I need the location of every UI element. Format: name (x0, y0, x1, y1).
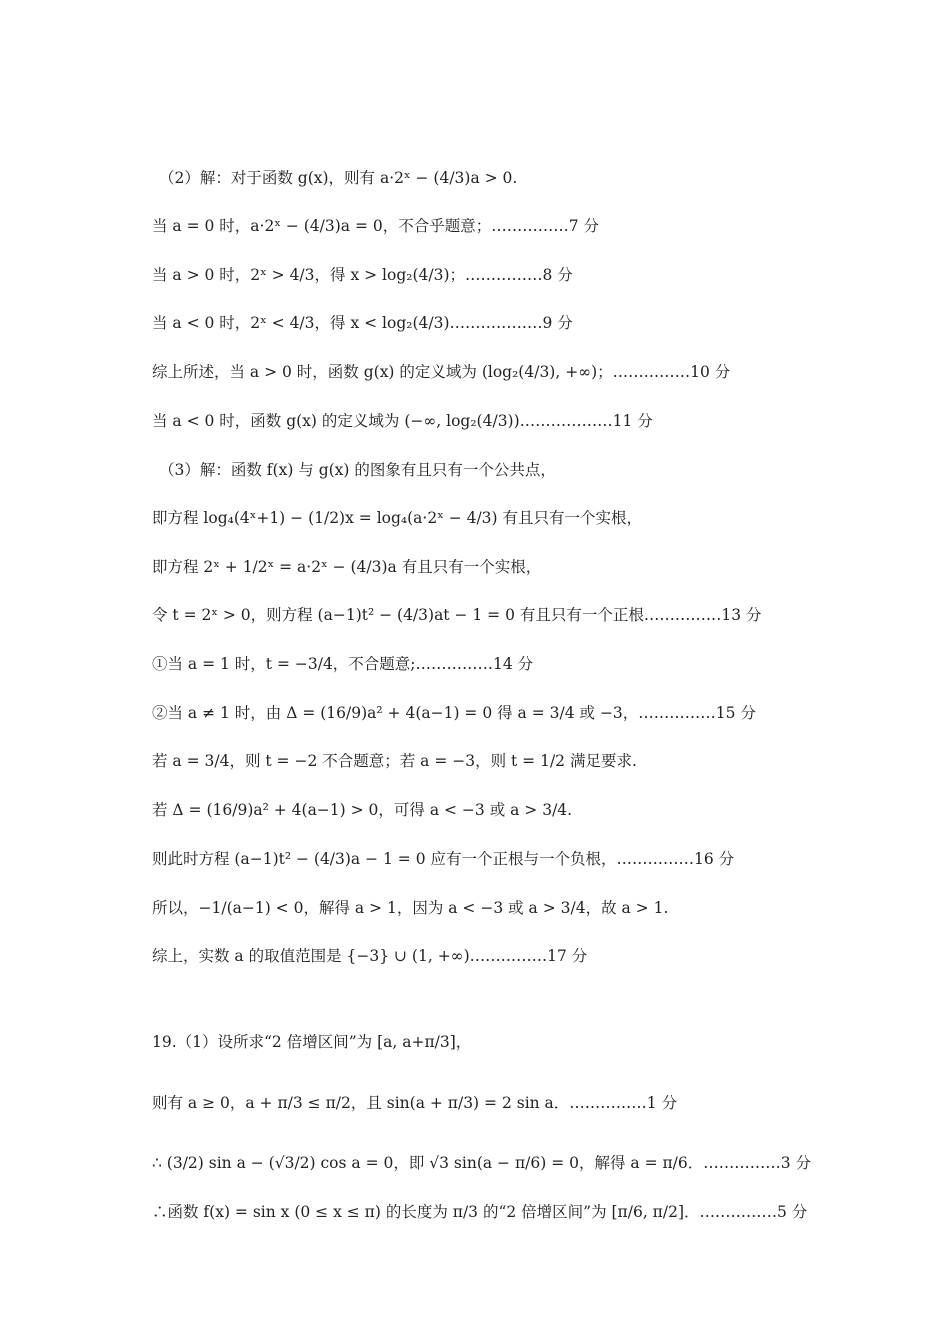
part3-delta-positive: 若 Δ = (16/9)a² + 4(a−1) > 0，可得 a < −3 或 a > 3/4. (152, 801, 573, 819)
part3-case-1: ①当 a = 1 时，t = −3/4，不合题意;……………14 分 (152, 655, 534, 673)
part2-case-a-negative: 当 a < 0 时，2ˣ < 4/3，得 x < log₂(4/3)………………9 分 (152, 314, 573, 332)
part2-case-a-zero: 当 a = 0 时，a·2ˣ − (4/3)a = 0，不合乎题意；……………7 分 (152, 217, 600, 235)
part3-intro: （3）解：函数 f(x) 与 g(x) 的图象有且只有一个公共点， (159, 461, 556, 479)
part3-substitution: 令 t = 2ˣ > 0，则方程 (a−1)t² − (4/3)at − 1 = 0 有且只有一个正根……………13 分 (152, 606, 762, 624)
q19-solve: ∴ (3/2) sin a − (√3/2) cos a = 0，即 √3 sin(a − π/6) = 0，解得 a = π/6．……………3 分 (152, 1154, 812, 1172)
q19-conclusion: ∴函数 f(x) = sin x (0 ≤ x ≤ π) 的长度为 π/3 的“2 倍增区间”为 [π/6, π/2]．……………5 分 (152, 1203, 808, 1221)
part3-sign-roots: 则此时方程 (a−1)t² − (4/3)a − 1 = 0 应有一个正根与一个负根，……………16 分 (152, 850, 735, 868)
part3-conclusion: 综上，实数 a 的取值范围是 {−3} ∪ (1, +∞)……………17 分 (152, 947, 588, 965)
part2-intro: （2）解：对于函数 g(x)，则有 a·2ˣ − (4/3)a > 0. (159, 169, 518, 187)
q19-conditions: 则有 a ≥ 0，a + π/3 ≤ π/2，且 sin(a + π/3) = 2 sin a．……………1 分 (152, 1094, 678, 1112)
part3-check-roots: 若 a = 3/4，则 t = −2 不合题意；若 a = −3，则 t = 1/2 满足要求. (152, 752, 637, 770)
part3-exp-equation: 即方程 2ˣ + 1/2ˣ = a·2ˣ − (4/3)a 有且只有一个实根， (152, 558, 542, 576)
part2-case-a-positive: 当 a > 0 时，2ˣ > 4/3，得 x > log₂(4/3)；……………8 分 (152, 266, 573, 284)
q19-intro: 19.（1）设所求“2 倍增区间”为 [a, a+π/3]， (152, 1033, 472, 1051)
part3-solve: 所以，−1/(a−1) < 0，解得 a > 1，因为 a < −3 或 a > 3/4，故 a > 1. (152, 899, 669, 917)
part2-summary-negative: 当 a < 0 时，函数 g(x) 的定义域为 (−∞, log₂(4/3))………………11 分 (152, 412, 653, 430)
part3-log-equation: 即方程 log₄(4ˣ+1) − (1/2)x = log₄(a·2ˣ − 4/3) 有且只有一个实根， (152, 509, 643, 527)
part2-summary-positive: 综上所述，当 a > 0 时，函数 g(x) 的定义域为 (log₂(4/3), +∞)；……………10 分 (152, 363, 731, 381)
part3-case-2: ②当 a ≠ 1 时，由 Δ = (16/9)a² + 4(a−1) = 0 得 a = 3/4 或 −3，……………15 分 (152, 704, 756, 722)
